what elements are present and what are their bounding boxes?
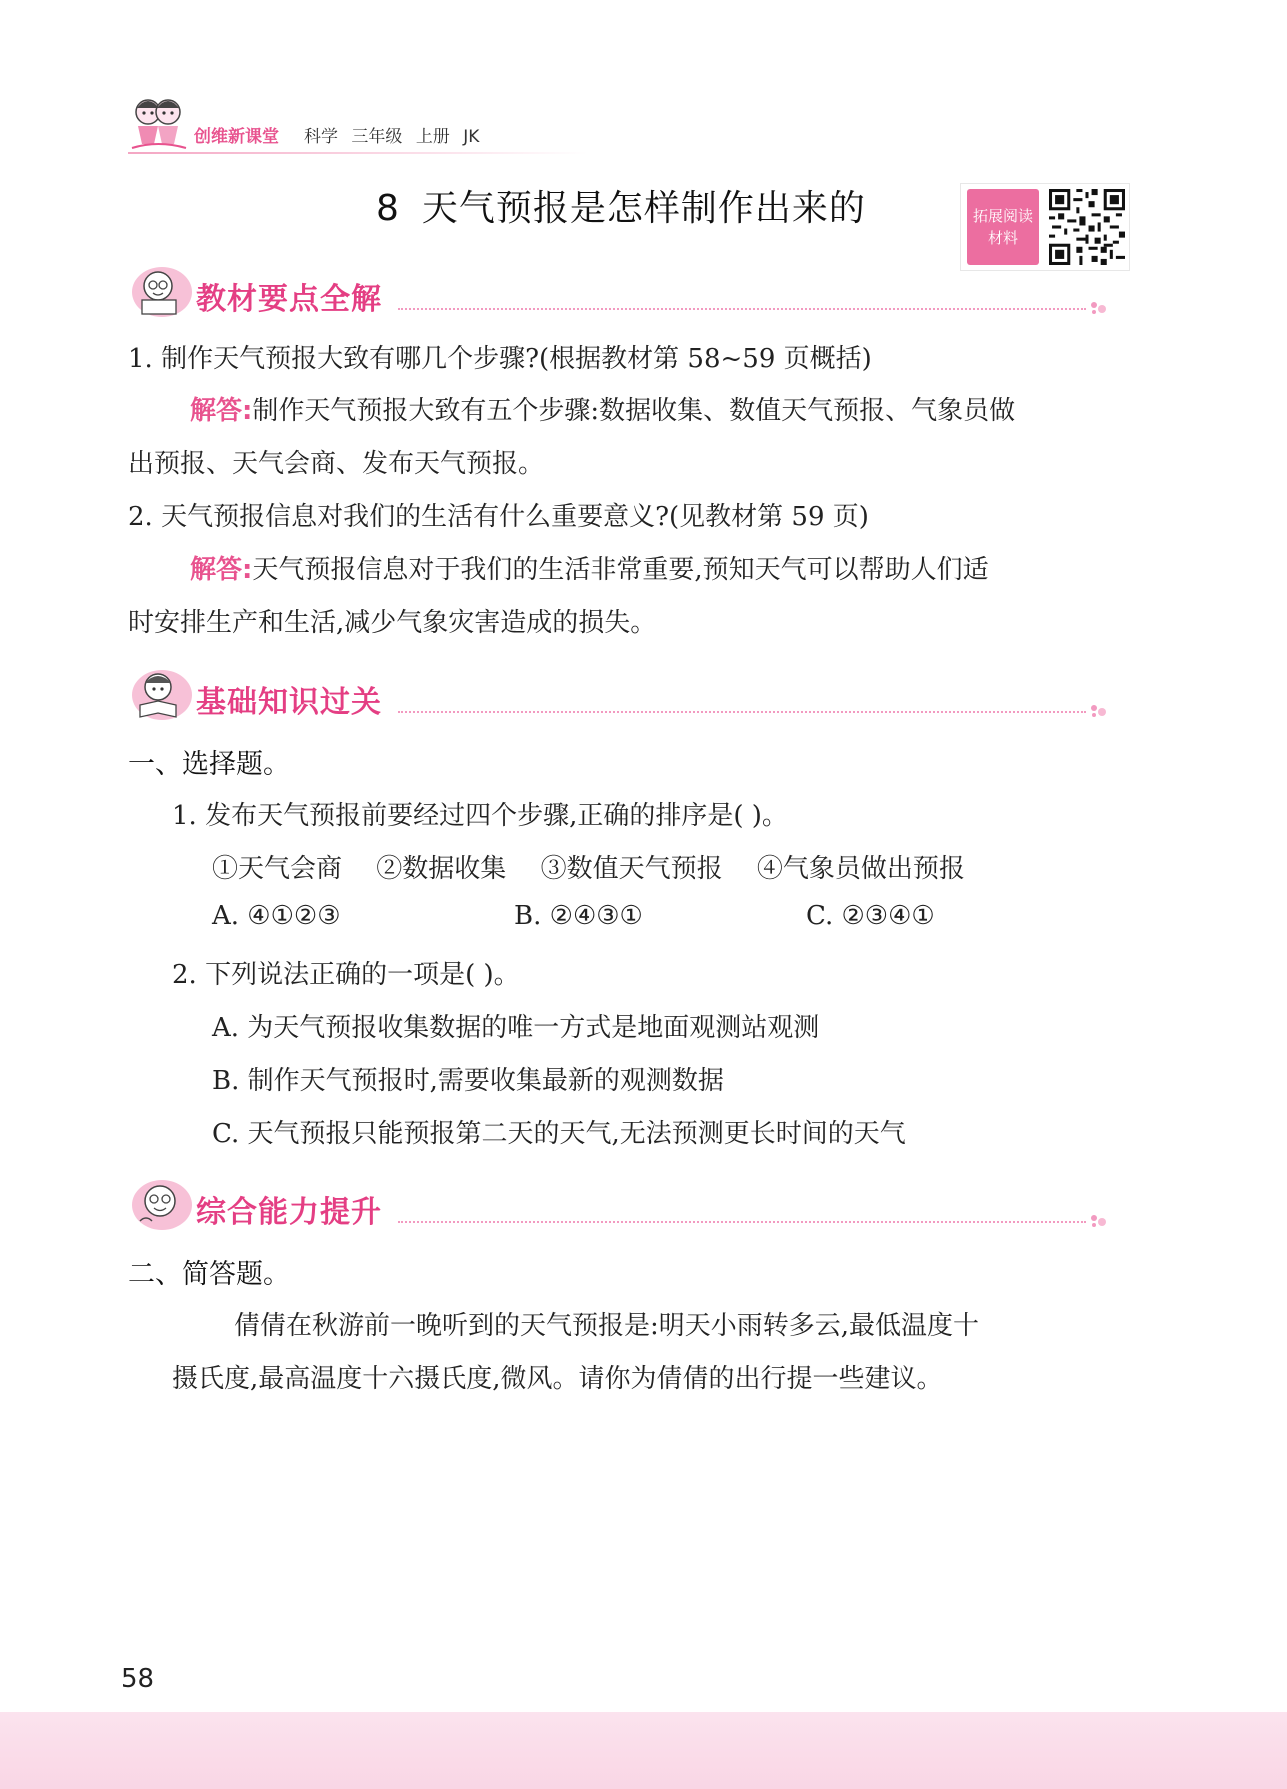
- decorative-dots-icon: [1090, 1214, 1114, 1228]
- qr-label-line2: 材料: [987, 229, 1018, 247]
- lesson-title: [376, 180, 866, 231]
- mc-question-1: 1. 发布天气预报前要经过四个步骤,正确的排序是( )。: [172, 801, 788, 831]
- qr-label-line1: 拓展阅读: [972, 207, 1033, 225]
- short-answer-line-1: 倩倩在秋游前一晚听到的天气预报是:明天小雨转多云,最低温度十: [234, 1311, 980, 1341]
- mc-q1-option-c[interactable]: C. ②③④①: [806, 901, 935, 931]
- brand-name: 创维新课堂: [194, 127, 279, 147]
- lesson-number: 8: [376, 188, 400, 229]
- part-heading-short-answer: 二、简答题。: [128, 1259, 290, 1290]
- page-number: 58: [121, 1664, 155, 1694]
- volume-label: 上册: [415, 127, 450, 147]
- mc-q2-option-b[interactable]: B. 制作天气预报时,需要收集最新的观测数据: [212, 1066, 724, 1096]
- mc-q1-option-b[interactable]: B. ②④③①: [514, 901, 643, 931]
- question-1: 1. 制作天气预报大致有哪几个步骤?(根据教材第 58~59 页概括): [128, 344, 872, 374]
- footer-band: [0, 1712, 1287, 1789]
- answer-2-text: 天气预报信息对于我们的生活非常重要,预知天气可以帮助人们适: [252, 555, 989, 585]
- short-answer-line-2: 摄氏度,最高温度十六摄氏度,微风。请你为倩倩的出行提一些建议。: [172, 1364, 943, 1394]
- mc-q2-option-c[interactable]: C. 天气预报只能预报第二天的天气,无法预测更长时间的天气: [212, 1119, 906, 1149]
- step-item: ①天气会商: [212, 854, 343, 884]
- header-divider: [128, 152, 588, 154]
- answer-label: 解答:: [190, 396, 253, 426]
- thinking-mascot-icon: [128, 1175, 194, 1233]
- step-item: ②数据收集: [376, 854, 507, 884]
- page-header: [128, 84, 1128, 154]
- answer-1-line-2: 出预报、天气会商、发布天气预报。: [128, 449, 545, 479]
- section-title: 教材要点全解: [196, 282, 382, 317]
- decorative-dots-icon: [1090, 301, 1114, 315]
- mc-question-1-items: [212, 848, 965, 885]
- teacher-mascot-icon: [128, 262, 194, 320]
- mascot-logo-icon: [128, 92, 190, 154]
- section-divider: [398, 308, 1086, 310]
- answer-1-text: 制作天气预报大致有五个步骤:数据收集、数值天气预报、气象员做: [252, 396, 1016, 426]
- reading-mascot-icon: [128, 665, 194, 723]
- answer-2-line-1: [190, 549, 989, 586]
- section-title: 基础知识过关: [196, 685, 382, 720]
- grade-label: 三年级: [351, 127, 403, 147]
- mc-q1-option-a[interactable]: A. ④①②③: [212, 901, 341, 931]
- subject-label: 科学: [304, 127, 338, 147]
- section-divider: [398, 711, 1086, 713]
- answer-1-line-1: [190, 390, 1015, 427]
- lesson-title-text: 天气预报是怎样制作出来的: [421, 188, 866, 229]
- mc-question-2: 2. 下列说法正确的一项是( )。: [172, 960, 520, 990]
- edition-label: JK: [463, 127, 480, 147]
- extended-reading-qr[interactable]: [960, 183, 1130, 271]
- book-meta: [304, 122, 487, 147]
- qr-label: [967, 189, 1039, 265]
- decorative-dots-icon: [1090, 704, 1114, 718]
- section-header-basics: [128, 665, 1128, 725]
- section-title: 综合能力提升: [196, 1195, 382, 1230]
- answer-label: 解答:: [190, 555, 253, 585]
- mc-q2-option-a[interactable]: A. 为天气预报收集数据的唯一方式是地面观测站观测: [212, 1013, 820, 1043]
- qr-code-icon[interactable]: [1049, 189, 1125, 265]
- section-header-key-points: [128, 262, 1128, 322]
- section-divider: [398, 1221, 1086, 1223]
- step-item: ④气象员做出预报: [756, 854, 965, 884]
- part-heading-multiple-choice: 一、选择题。: [128, 749, 290, 780]
- section-header-advanced: [128, 1175, 1128, 1235]
- answer-2-line-2: 时安排生产和生活,减少气象灾害造成的损失。: [128, 608, 657, 638]
- question-2: 2. 天气预报信息对我们的生活有什么重要意义?(见教材第 59 页): [128, 502, 869, 532]
- step-item: ③数值天气预报: [540, 854, 723, 884]
